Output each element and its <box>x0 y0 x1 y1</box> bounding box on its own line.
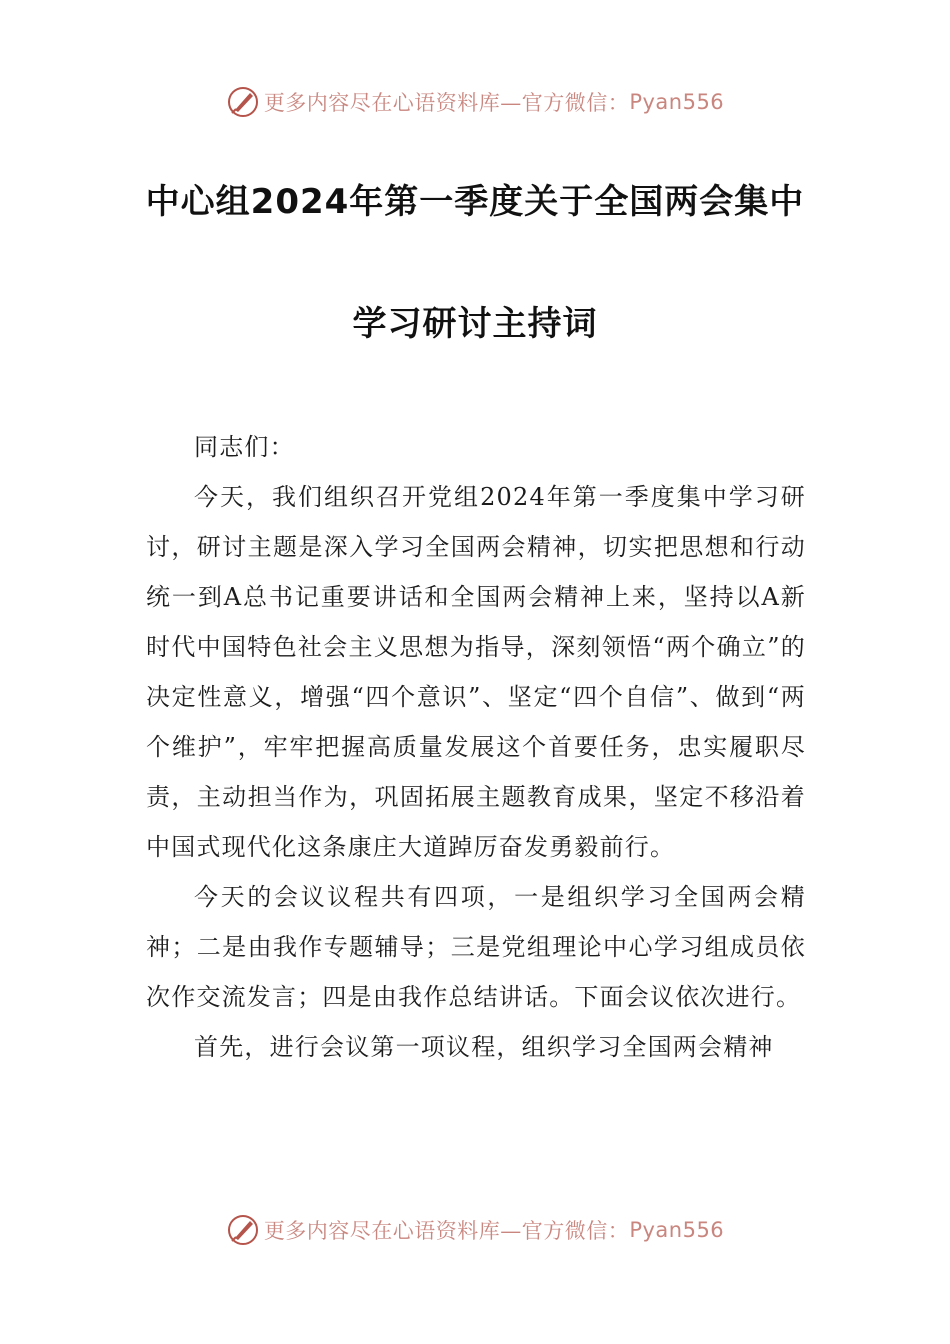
document-title-line-2: 学习研讨主持词 <box>352 304 598 344</box>
banner-text: 更多内容尽在心语资料库—官方微信： <box>263 91 630 115</box>
wechat-handle: Pyan556 <box>629 90 725 114</box>
body-paragraph: 今天的会议议程共有四项，一是组织学习全国两会精神；二是由我作专题辅导；三是党组理论中心学习组成员依次作交流发言；四是由我作总结讲话。下面会议依次进行。 <box>146 883 806 1011</box>
document-body <box>146 422 806 1072</box>
quill-pen-logo-icon <box>226 85 260 119</box>
footer-banner[interactable] <box>0 1210 950 1250</box>
body-paragraph: 今天，我们组织召开党组2024年第一季度集中学习研讨，研讨主题是深入学习全国两会精神，切实把思想和行动统一到A总书记重要讲话和全国两会精神上来，坚持以A新时代中国特色社会主义思想为指导，深刻领悟“两个确立”的决定性意义，增强“四个意识”、坚定“四个自信”、做到“两个维护”，牢牢把握高质量发展这个首要任务，忠实履职尽责，主动担当作为，巩固拓展主题教育成果，坚定不移沿着中国式现代化这条康庄大道踔厉奋发勇毅前行。 <box>146 483 806 861</box>
header-banner[interactable] <box>0 82 950 122</box>
body-paragraph: 首先，进行会议第一项议程，组织学习全国两会精神 <box>194 1033 774 1061</box>
document-title-line-1: 中心组2024年第一季度关于全国两会集中 <box>145 182 805 222</box>
quill-pen-logo-icon <box>226 1213 260 1247</box>
banner-text: 更多内容尽在心语资料库—官方微信： <box>263 1219 630 1243</box>
wechat-handle: Pyan556 <box>629 1218 725 1242</box>
salutation-paragraph: 同志们： <box>194 433 295 461</box>
